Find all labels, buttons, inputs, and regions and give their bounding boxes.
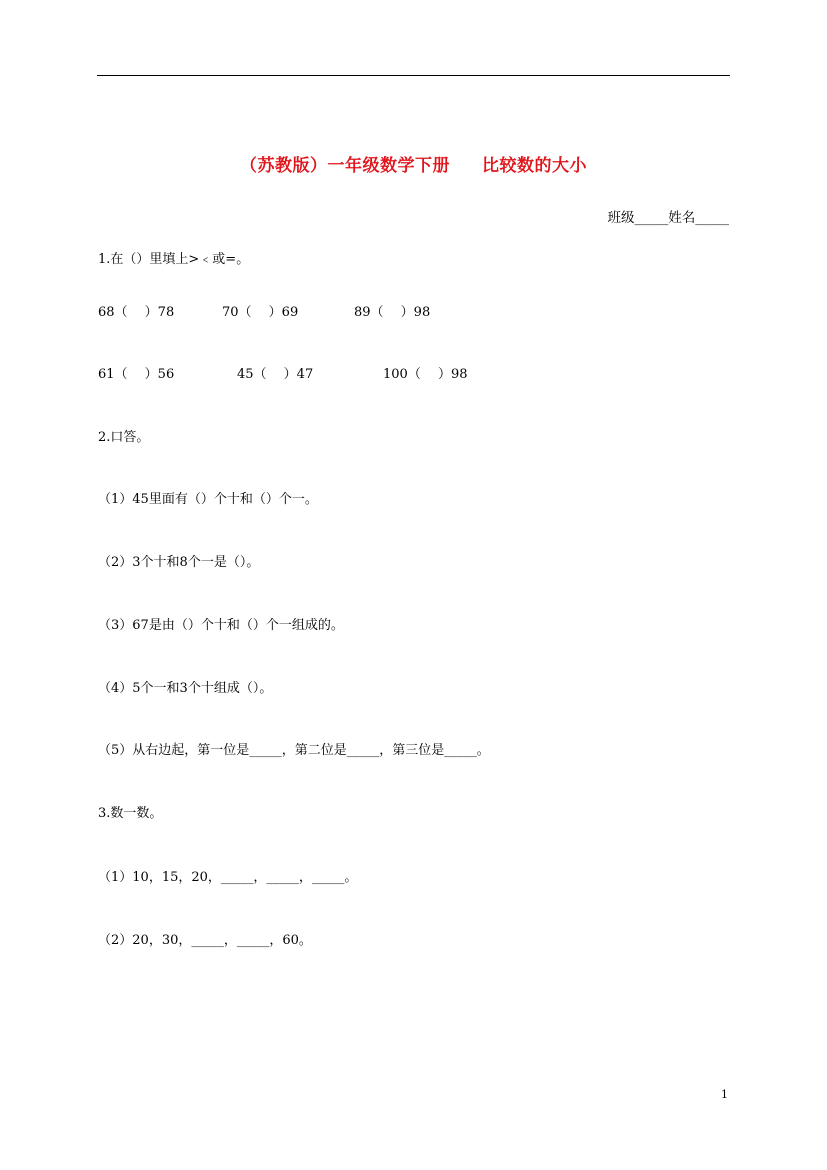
- section3-heading: 3.数一数。: [98, 806, 163, 821]
- compare-item: 45（ ）47: [237, 367, 314, 382]
- question-item: （1）45里面有（）个十和（）个一。: [98, 492, 318, 507]
- sequence-item: （2）20，30，_____，_____，60。: [98, 933, 312, 948]
- section2-heading: 2.口答。: [98, 430, 150, 445]
- question-item: （2）3个十和8个一是（）。: [98, 555, 260, 570]
- page-title: [0, 151, 827, 176]
- question-item: （3）67是由（）个十和（）个一组成的。: [98, 618, 344, 633]
- compare-item: 61（ ）56: [98, 367, 175, 382]
- title-series: （苏教版）一年级数学下册: [240, 156, 450, 176]
- question-item: （5）从右边起，第一位是_____，第二位是_____，第三位是_____。: [98, 743, 490, 758]
- page-number: 1: [721, 1088, 728, 1101]
- compare-item: 100（ ）98: [383, 367, 468, 382]
- compare-item: 70（ ）69: [222, 305, 299, 320]
- compare-item: 89（ ）98: [354, 305, 431, 320]
- compare-item: 68（ ）78: [98, 305, 175, 320]
- title-topic: 比较数的大小: [482, 156, 587, 176]
- header-rule: [97, 75, 730, 76]
- question-item: （4）5个一和3个十组成（）。: [98, 681, 273, 696]
- section1-heading: 1.在（）里填上>﹤或=。: [98, 252, 250, 267]
- student-info: 班级_____姓名_____: [607, 210, 729, 226]
- sequence-item: （1）10，15，20，_____，_____，_____。: [98, 870, 358, 885]
